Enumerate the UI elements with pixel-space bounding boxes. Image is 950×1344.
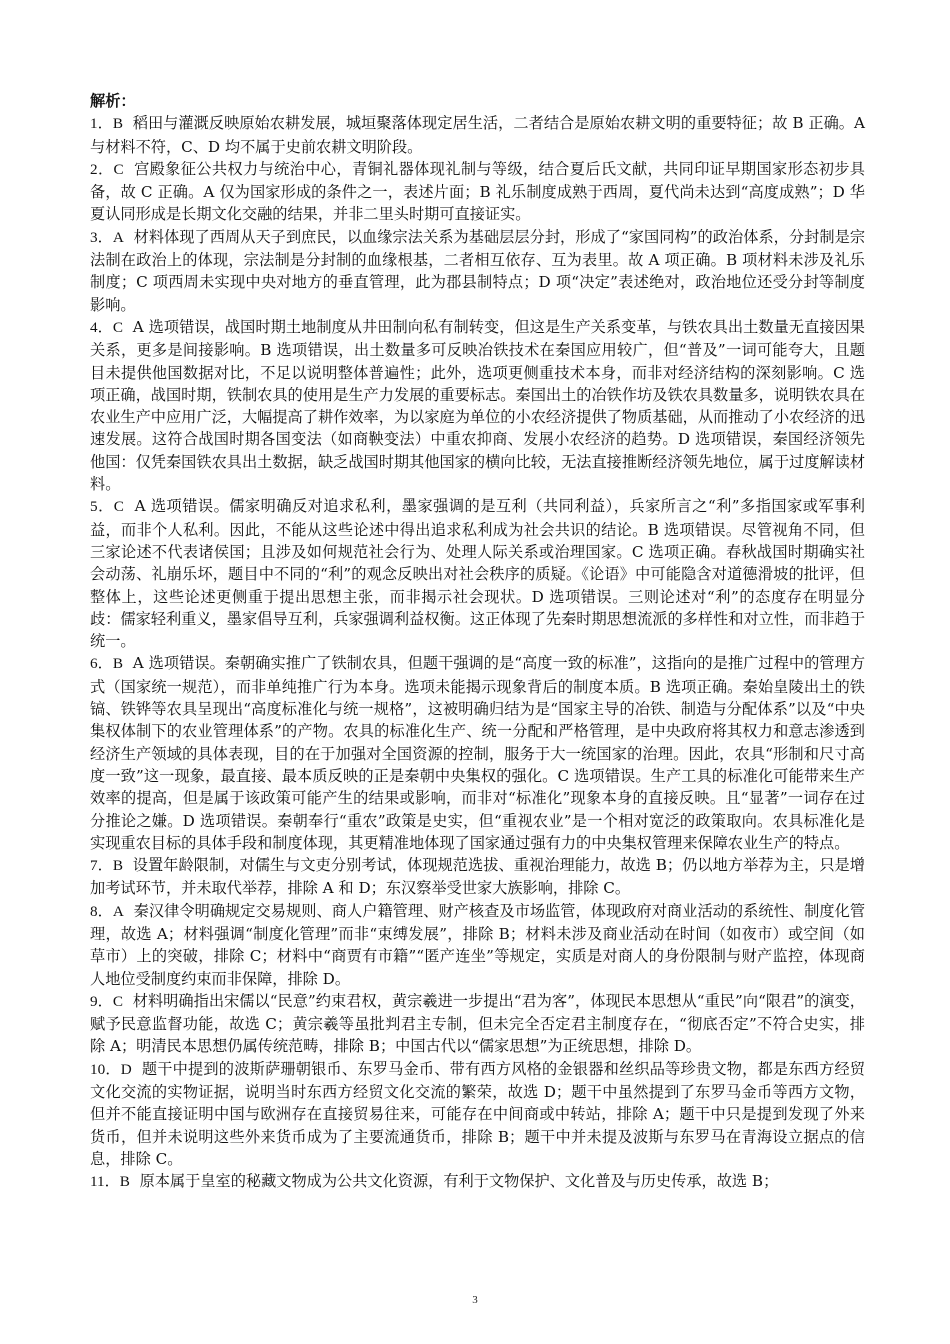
answer-number: 1．B [90, 115, 123, 133]
answer-explanation: A 选项错误。儒家明确反对追求私利，墨家强调的是互利（共同利益），兵家所言之“利”多指国家或军事利益，而非个人私利。因此，不能从这些论述中得出追求私利成为社会共识的结论。B 选项错误。尽管视角不同，但三家论述不代表诸侯国；且涉及如何规范社会行为、处理人际关系或治理国家。C 选项正确。春秋战国时期确实社会动荡、礼崩乐坏，题目中不同的“利”的观念反映出对社会秩序的质疑。《论语》中可能隐含对道德滑坡的批评，但整体上，这些论述更侧重于提出思想主张，而非揭示社会现状。D 选项错误。三则论述对“利”的态度存在明显分歧：儒家轻利重义，墨家倡导互利，兵家强调利益权衡。这正体现了先秦时期思想流派的多样性和对立性，而非趋于统一。 [90, 497, 865, 651]
answer-explanation: 秦汉律令明确规定交易规则、商人户籍管理、财产核查及市场监管，体现政府对商业活动的系统性、制度化管理，故选 A；材料强调“制度化管理”而非“束缚发展”，排除 B；材料未涉及商业活动在时间（如夜市）或空间（如草市）上的突破，排除 C；材料中“商贾有市籍”“匿产连坐”等规定，实质是对商人的身份限制与财产监控，体现商人地位受制度约束而非保障，排除 D。 [90, 901, 866, 988]
answer-number: 4．C [90, 318, 124, 336]
answer-number: 2．C [90, 160, 124, 178]
answer-item [90, 1058, 865, 1170]
answer-item [90, 495, 865, 652]
document-body [90, 90, 865, 1194]
page-number: 3 [472, 1294, 478, 1306]
answer-number: 11．B [90, 1173, 130, 1191]
answer-explanation: 题干中提到的波斯萨珊朝银币、东罗马金币、带有西方风格的金银器和丝织品等珍贵文物，都是东西方经贸文化交流的实物证据，说明当时东西方经贸文化交流的繁荣，故选 D；题干中虽然提到了东罗马金币等西方文物，但并不能直接证明中国与欧洲存在直接贸易往来，可能存在中间商或中转站，排除 A；题干中只是提到发现了外来货币，但并未说明这些外来货币成为了主要流通货币，排除 B；题干中并未提及波斯与东罗马在青海设立据点的信息，排除 C。 [90, 1059, 866, 1168]
answer-number: 9．C [90, 992, 123, 1010]
answer-explanation: 材料体现了西周从天子到庶民，以血缘宗法关系为基础层层分封，形成了“家国同构”的政治体系，分封制是宗法制在政治上的体现，宗法制是分封制的血缘根基，二者相互依存、互为表里。故 A 项正确。B 项材料未涉及礼乐制度；C 项西周未实现中央对地方的垂直管理，此为郡县制特点；D 项“决定”表述绝对，政治地位还受分封等制度影响。 [90, 227, 866, 314]
answer-number: 7．B [90, 857, 124, 875]
answer-number: 3．A [90, 228, 124, 246]
answer-number: 6．B [90, 655, 124, 673]
answer-number: 5．C [90, 498, 124, 516]
answer-item [90, 1170, 865, 1193]
answer-number: 10．D [90, 1060, 132, 1078]
answer-explanation: A 选项错误，战国时期土地制度从井田制向私有制转变，但这是生产关系变革，与铁农具出土数量无直接因果关系，更多是间接影响。B 选项错误，出土数量多可反映冶铁技术在秦国应用较广，但“普及”一词可能夸大，且题目未提供他国数据对比，不足以说明整体普遍性；此外，选项更侧重技术本身，而非对经济结构的深刻影响。C 选项正确，战国时期，铁制农具的使用是生产力发展的重要标志。秦国出土的冶铁作坊及铁农具数量多，说明铁农具在农业生产中应用广泛，大幅提高了耕作效率，为以家庭为单位的小农经济提供了物质基础，从而推动了小农经济的迅速发展。这符合战国时期各国变法（如商鞅变法）中重农抑商、发展小农经济的趋势。D 选项错误，秦国经济领先他国：仅凭秦国铁农具出土数据，缺乏战国时期其他国家的横向比较，无法直接推断经济领先地位，属于过度解读材料。 [90, 317, 865, 494]
answer-number: 8．A [90, 902, 124, 920]
answer-item [90, 112, 865, 158]
answer-item [90, 226, 865, 316]
answer-explanation: 稻田与灌溉反映原始农耕发展，城垣聚落体现定居生活，二者结合是原始农耕文明的重要特征；故 B 正确。A 与材料不符，C、D 均不属于史前农耕文明阶段。 [90, 114, 865, 156]
answer-explanation: 原本属于皇室的秘藏文物成为公共文化资源，有利于文物保护、文化普及与历史传承，故选 B； [139, 1172, 779, 1191]
answer-item [90, 652, 865, 854]
answer-explanation: A 选项错误。秦朝确实推广了铁制农具，但题干强调的是“高度一致的标准”，这指向的是推广过程中的管理方式（国家统一规范），而非单纯推广行为本身。选项未能揭示现象背后的制度本质。B 选项正确。秦始皇陵出土的铁镐、铁铧等农具呈现出“高度标准化与统一规格”，这被明确归结为是“国家主导的冶铁、制造与分配体系”以及“中央集权体制下的农业管理体系”的产物。农具的标准化生产、统一分配和严格管理，是中央政府将其权力和意志渗透到经济生产领域的具体表现，目的在于加强对全国资源的控制，服务于大一统国家的治理。因此，农具“形制和尺寸高度一致”这一现象，最直接、最本质反映的正是秦朝中央集权的强化。C 选项错误。生产工具的标准化可能带来生产效率的提高，但是属于该政策可能产生的结果或影响，而非对“标准化”现象本身的直接反映。且“显著”一词存在过分推论之嫌。D 选项错误。秦朝奉行“重农”政策是史实，但“重视农业”是一个相对宽泛的政策取向。农具标准化是实现重农目标的具体手段和制度体现，其更精准地体现了国家通过强有力的中央集权管理来保障农业生产的特点。 [90, 654, 866, 852]
answer-item [90, 990, 865, 1058]
answer-item [90, 158, 865, 226]
answer-item [90, 854, 865, 900]
answer-item [90, 316, 865, 495]
section-heading: 解析： [90, 92, 136, 110]
answer-list [90, 112, 865, 1193]
answer-explanation: 设置年龄限制，对儒生与文吏分别考试，体现规范选拔、重视治理能力，故选 B；仍以地方举荐为主，只是增加考试环节，并未取代举荐，排除 A 和 D；东汉察举受世家大族影响，排除 C。 [90, 856, 865, 898]
answer-item [90, 900, 865, 990]
answer-explanation: 宫殿象征公共权力与统治中心，青铜礼器体现礼制与等级，结合夏后氏文献，共同印证早期国家形态初步具备，故 C 正确。A 仅为国家形成的条件之一，表述片面；B 礼乐制度成熟于西周，夏代尚未达到“高度成熟”；D 华夏认同形成是长期文化交融的结果，并非二里头时期可直接证实。 [90, 159, 865, 224]
answer-explanation: 材料明确指出宋儒以“民意”约束君权，黄宗羲进一步提出“君为客”，体现民本思想从“重民”向“限君”的演变，赋予民意监督功能，故选 C；黄宗羲等虽批判君主专制，但未完全否定君主制度存在，“彻底否定”不符合史实，排除 A；明清民本思想仍属传统范畴，排除 B；中国古代以“儒家思想”为正统思想，排除 D。 [90, 991, 865, 1056]
